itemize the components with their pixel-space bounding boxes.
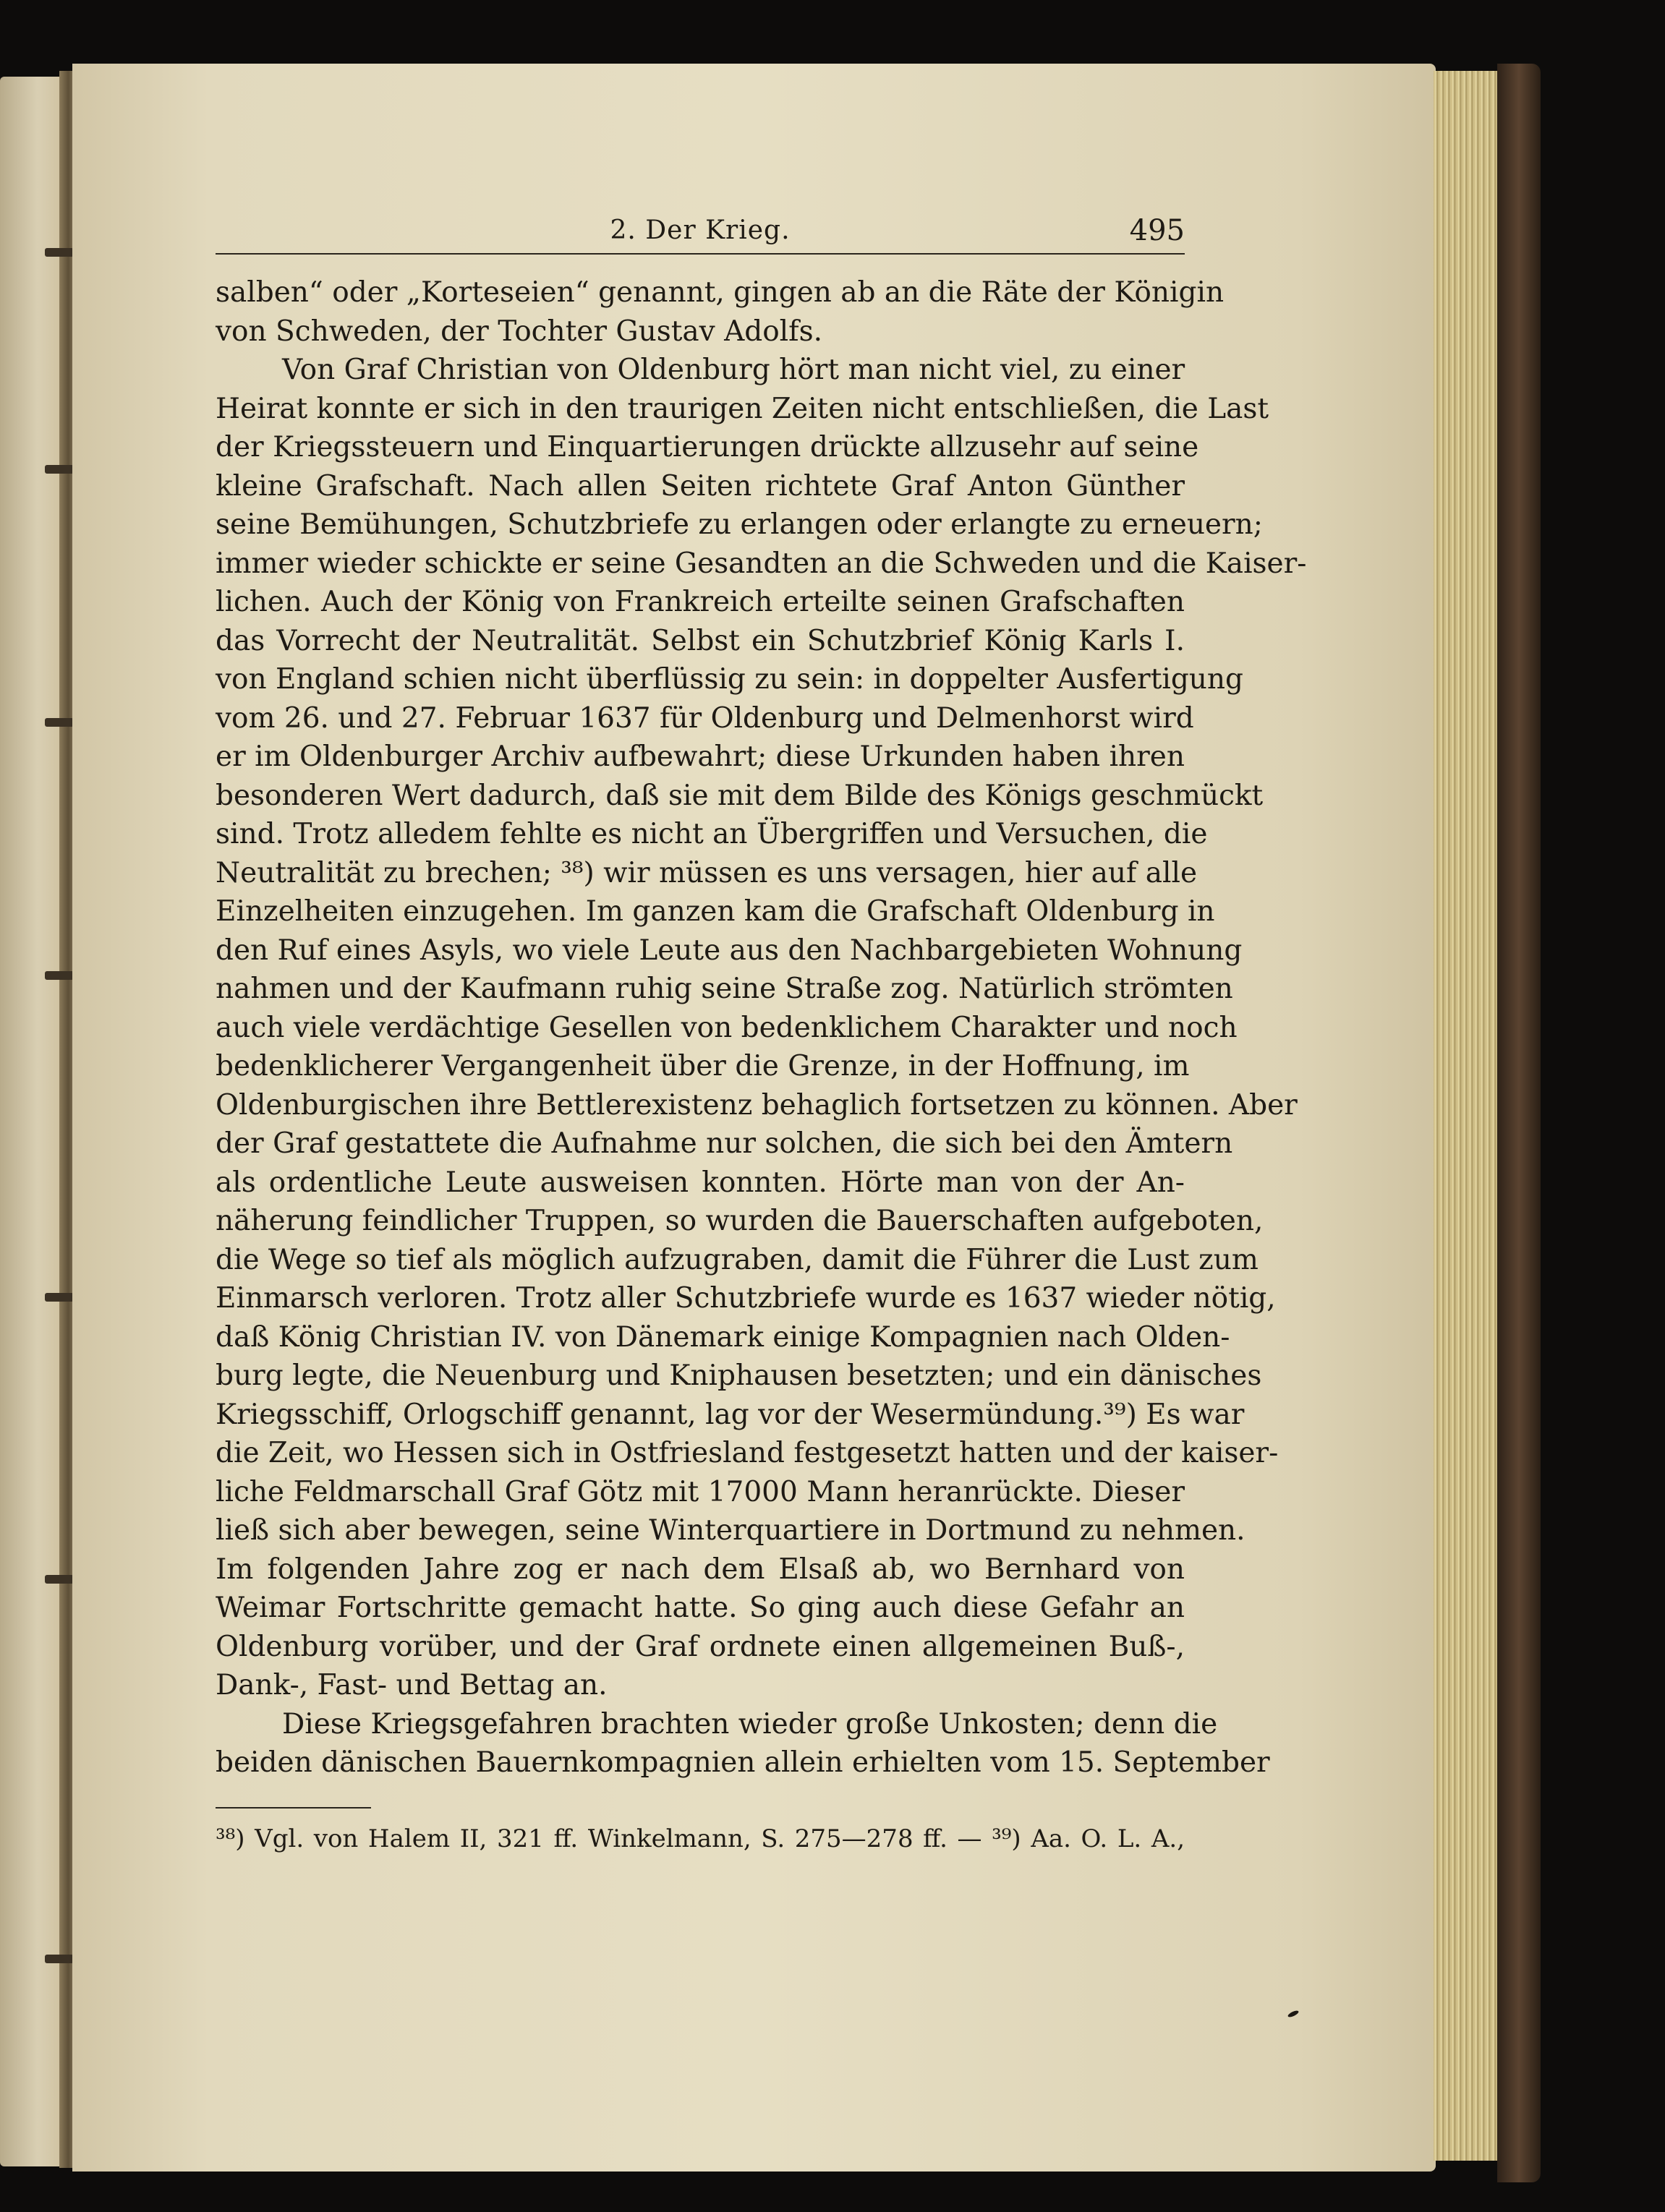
text-line: nahmen und der Kaufmann ruhig seine Straße zog. Natürlich strömten	[216, 973, 1233, 1005]
text-line: Von Graf Christian von Oldenburg hört man nicht viel, zu einer	[282, 354, 1185, 386]
footnote-rule	[216, 1807, 371, 1809]
binding-stitch	[45, 1955, 74, 1963]
text-line: lichen. Auch der König von Frankreich erteilte seinen Grafschaften	[216, 586, 1185, 618]
footnote: ³⁸) Vgl. von Halem II, 321 ff. Winkelmann, S. 275—278 ff. — ³⁹) Aa. O. L. A.,	[216, 1824, 1185, 1853]
binding-stitch	[45, 465, 74, 474]
text-line: Oldenburg vorüber, und der Graf ordnete einen allgemeinen Buß-,	[216, 1630, 1185, 1663]
left-page-edge	[0, 77, 69, 2166]
binding-stitch	[45, 1293, 74, 1302]
text-line: das Vorrecht der Neutralität. Selbst ein Schutzbrief König Karls I.	[216, 624, 1185, 657]
binding-stitch	[45, 971, 74, 980]
body-text	[216, 273, 1307, 1782]
text-line: die Zeit, wo Hessen sich in Ostfriesland festgesetzt hatten und der kaiser-	[216, 1437, 1279, 1469]
binding-stitch	[45, 718, 74, 727]
text-line: salben“ oder „Korteseien“ genannt, gingen ab an die Räte der Königin	[216, 276, 1225, 309]
binding-stitch	[45, 248, 74, 257]
running-title: 2. Der Krieg.	[610, 215, 791, 245]
text-line: Diese Kriegsgefahren brachten wieder große Unkosten; denn die	[282, 1707, 1218, 1741]
text-line: Einzelheiten einzugehen. Im ganzen kam die Grafschaft Oldenburg in	[216, 895, 1215, 928]
text-line: daß König Christian IV. von Dänemark einige Kompagnien nach Olden-	[216, 1320, 1230, 1354]
text-line: näherung feindlicher Truppen, so wurden die Bauerschaften aufgeboten,	[216, 1205, 1264, 1237]
text-line: Neutralität zu brechen; ³⁸) wir müssen es uns versagen, hier auf alle	[216, 856, 1198, 889]
text-line: er im Oldenburger Archiv aufbewahrt; diese Urkunden haben ihren	[216, 740, 1185, 773]
book-cover-edge	[1497, 64, 1541, 2182]
text-line: Im folgenden Jahre zog er nach dem Elsaß ab, wo Bernhard von	[216, 1553, 1185, 1586]
text-line: Kriegsschiff, Orlogschiff genannt, lag vor der Wesermündung.³⁹) Es war	[216, 1398, 1245, 1431]
text-line: vom 26. und 27. Februar 1637 für Oldenburg und Delmenhorst wird	[216, 701, 1194, 735]
running-head	[216, 214, 1185, 255]
text-line: Weimar Fortschritte gemacht hatte. So ging auch diese Gefahr an	[216, 1592, 1185, 1624]
text-line: Heirat konnte er sich in den traurigen Zeiten nicht entschließen, die Last	[216, 392, 1269, 425]
text-line: die Wege so tief als möglich aufzugraben, damit die Führer die Lust zum	[216, 1243, 1259, 1276]
page-number: 495	[1129, 214, 1185, 247]
text-line: immer wieder schickte er seine Gesandten an die Schweden und die Kaiser-	[216, 547, 1307, 580]
text-line: von England schien nicht überflüssig zu sein: in doppelter Ausfertigung	[216, 663, 1244, 696]
text-line: liche Feldmarschall Graf Götz mit 17000 Mann heranrückte. Dieser	[216, 1475, 1185, 1508]
binding-stitch	[45, 1575, 74, 1584]
text-line: burg legte, die Neuenburg und Kniphausen besetzten; und ein dänisches	[216, 1359, 1262, 1392]
text-line: sind. Trotz alledem fehlte es nicht an Übergriffen und Versuchen, die	[216, 818, 1208, 850]
text-line: ließ sich aber bewegen, seine Winterquartiere in Dortmund zu nehmen.	[216, 1514, 1245, 1547]
text-line: Oldenburgischen ihre Bettlerexistenz behaglich fortsetzen zu können. Aber	[216, 1088, 1298, 1122]
text-line: beiden dänischen Bauernkompagnien allein erhielten vom 15. September	[216, 1746, 1270, 1779]
text-line: Einmarsch verloren. Trotz aller Schutzbriefe wurde es 1637 wieder nötig,	[216, 1282, 1276, 1315]
text-line: Dank-, Fast- und Bettag an.	[216, 1669, 608, 1701]
text-line: kleine Grafschaft. Nach allen Seiten richtete Graf Anton Günther	[216, 469, 1185, 503]
text-line: als ordentliche Leute ausweisen konnten. Hörte man von der An-	[216, 1166, 1185, 1199]
text-line: von Schweden, der Tochter Gustav Adolfs.	[216, 315, 822, 348]
text-line: der Graf gestattete die Aufnahme nur solchen, die sich bei den Ämtern	[216, 1127, 1233, 1160]
page-text-block	[216, 214, 1307, 1853]
text-line: seine Bemühungen, Schutzbriefe zu erlangen oder erlangte zu erneuern;	[216, 508, 1263, 541]
text-line: auch viele verdächtige Gesellen von bedenklichem Charakter und noch	[216, 1011, 1238, 1044]
text-line: der Kriegssteuern und Einquartierungen drückte allzusehr auf seine	[216, 431, 1199, 464]
text-line: besonderen Wert dadurch, daß sie mit dem Bilde des Königs geschmückt	[216, 779, 1264, 812]
text-line: bedenklicherer Vergangenheit über die Grenze, in der Hoffnung, im	[216, 1050, 1190, 1082]
text-line: den Ruf eines Asyls, wo viele Leute aus den Nachbargebieten Wohnung	[216, 934, 1243, 967]
